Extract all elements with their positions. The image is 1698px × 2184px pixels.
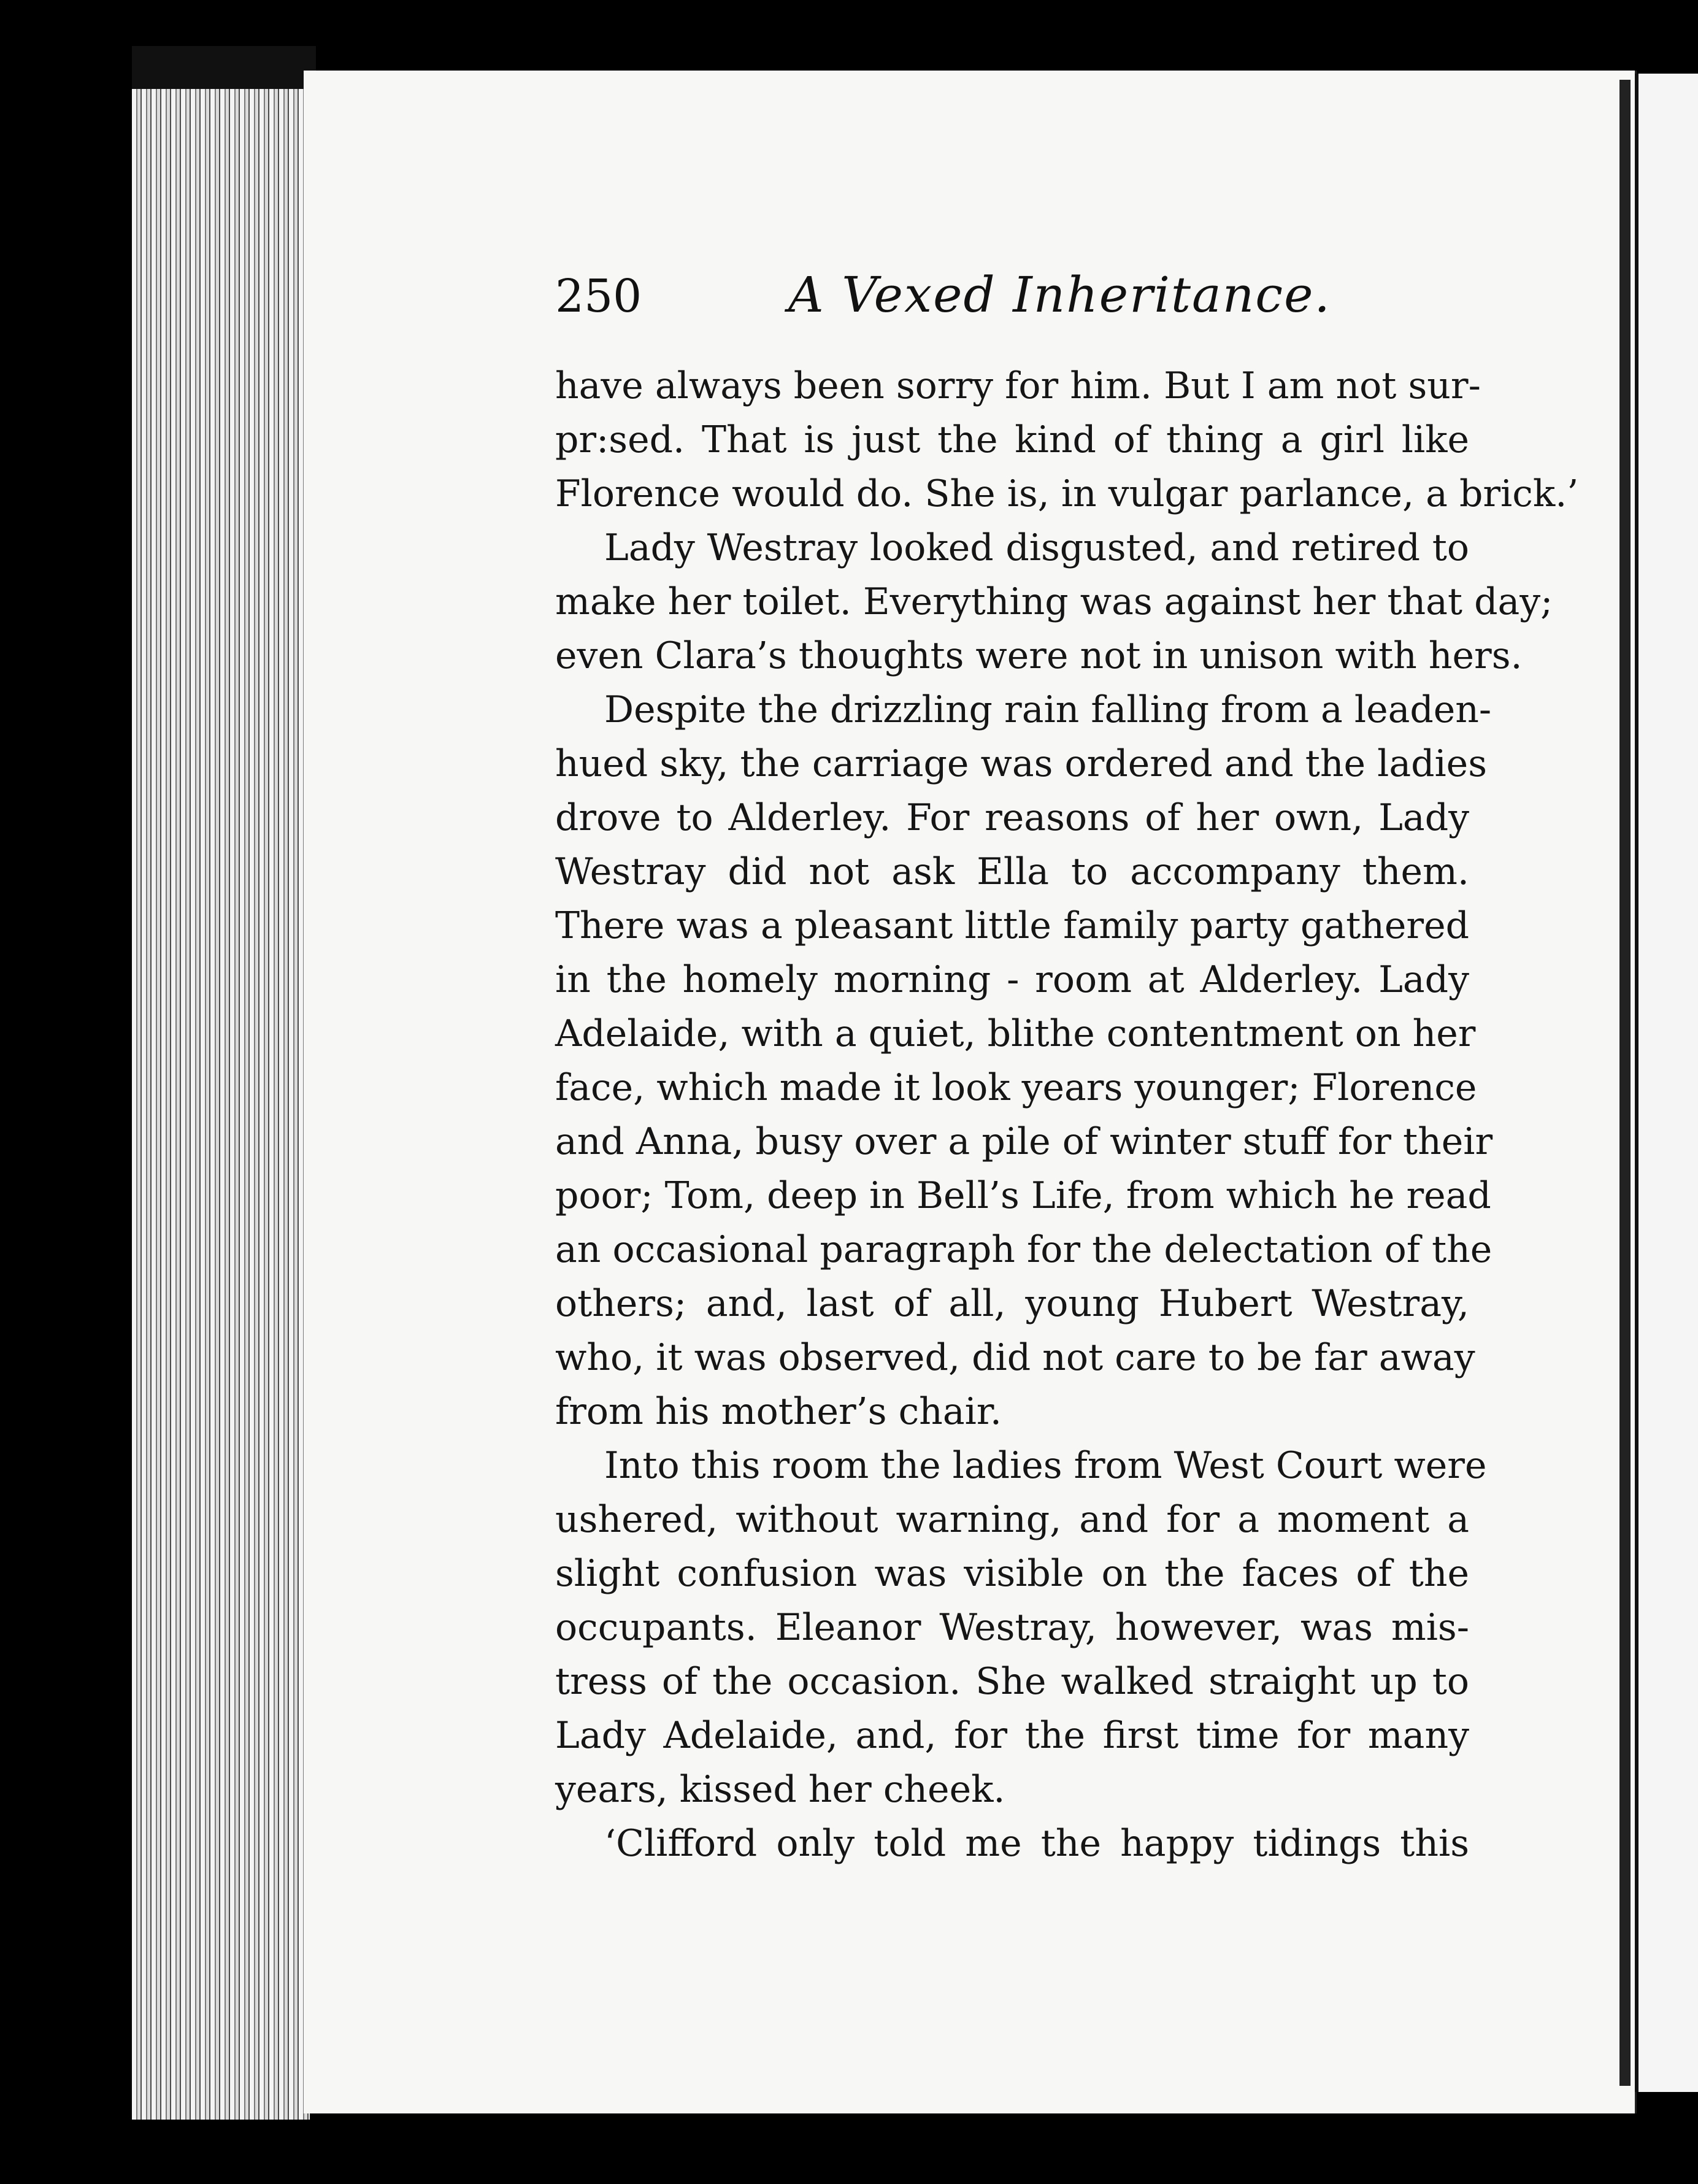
text-line: from his mother’s chair.	[555, 1390, 1002, 1433]
text-line: hued sky, the carriage was ordered and the ladies	[555, 742, 1487, 785]
text-line: in the homely morning - room at Alderley. Lady	[555, 958, 1469, 1001]
text-line: and Anna, busy over a pile of winter stuff for their	[555, 1120, 1493, 1163]
text-line: face, which made it look years younger; Florence	[555, 1066, 1477, 1109]
text-line: Westray did not ask Ella to accompany them.	[555, 850, 1469, 893]
text-line: tress of the occasion. She walked straight up to	[555, 1660, 1469, 1703]
page-edges-shadow	[132, 46, 316, 89]
page-number: 250	[555, 270, 642, 323]
text-line: Adelaide, with a quiet, blithe contentment on her	[555, 1012, 1476, 1055]
text-line: make her toilet. Everything was against her that day;	[555, 580, 1553, 623]
text-line: even Clara’s thoughts were not in unison with hers.	[555, 634, 1523, 677]
text-line: ‘Clifford only told me the happy tidings this	[604, 1822, 1469, 1865]
text-line: slight confusion was visible on the faces of the	[555, 1552, 1469, 1595]
text-line: Into this room the ladies from West Court were	[604, 1444, 1487, 1487]
body-text	[555, 359, 1579, 1871]
text-line: have always been sorry for him. But I am not sur-	[555, 364, 1481, 407]
text-line: years, kissed her cheek.	[555, 1768, 1005, 1811]
facing-page	[1635, 74, 1698, 2092]
text-line: an occasional paragraph for the delectation of the	[555, 1228, 1492, 1271]
text-line: Lady Adelaide, and, for the first time for many	[555, 1714, 1469, 1757]
page-header	[555, 266, 1475, 331]
text-line: ushered, without warning, and for a moment a	[555, 1498, 1469, 1541]
text-line: who, it was observed, did not care to be far away	[555, 1336, 1475, 1379]
text-line: occupants. Eleanor Westray, however, was mis-	[555, 1606, 1469, 1649]
text-line: poor; Tom, deep in Bell’s Life, from which he read	[555, 1174, 1491, 1217]
running-title: A Vexed Inheritance.	[788, 266, 1331, 323]
book-gutter	[1619, 80, 1631, 2086]
page-edges	[132, 46, 310, 2120]
text-line: Florence would do. She is, in vulgar parlance, a brick.’	[555, 472, 1579, 515]
text-line: Despite the drizzling rain falling from a leaden-	[604, 688, 1492, 731]
text-line: others; and, last of all, young Hubert Westray,	[555, 1282, 1469, 1325]
text-line: There was a pleasant little family party gathered	[555, 904, 1469, 947]
text-line: pr:sed. That is just the kind of thing a girl like	[555, 418, 1469, 461]
text-line: drove to Alderley. For reasons of her own, Lady	[555, 796, 1469, 839]
text-line: Lady Westray looked disgusted, and retired to	[604, 526, 1469, 569]
